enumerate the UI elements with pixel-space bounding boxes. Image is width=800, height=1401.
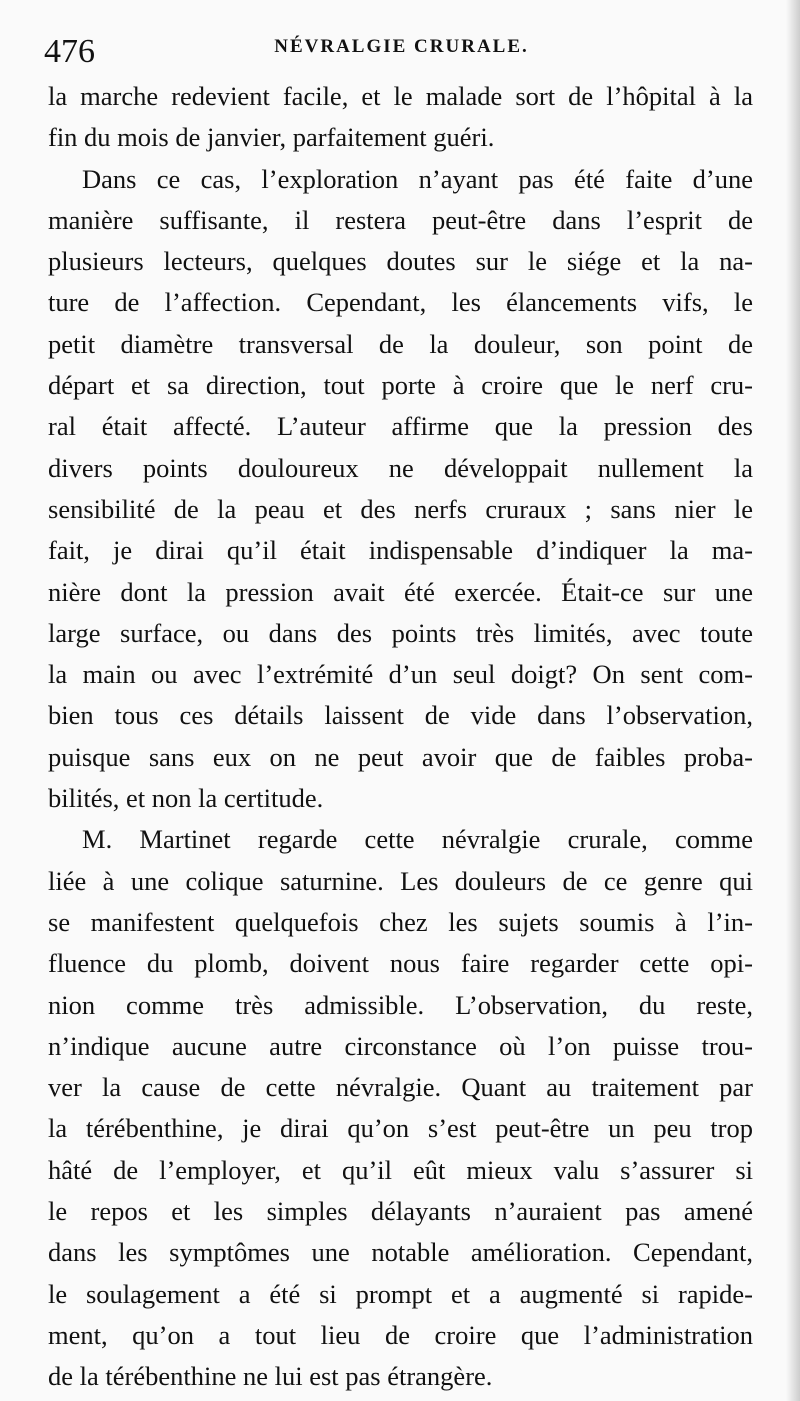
text-line: ral était affecté. L’auteur affirme que la pression des [48, 411, 753, 442]
text-line: sensibilité de la peau et des nerfs cruraux ; sans nier le [48, 493, 753, 524]
text-line: fin du mois de janvier, parfaitement guéri. [48, 122, 495, 153]
text-line: la térébenthine, je dirai qu’on s’est peut-être un peu trop [48, 1113, 753, 1144]
text-line: bilités, et non la certitude. [48, 783, 324, 814]
page-edge-shadow [786, 0, 800, 1401]
text-line: la main ou avec l’extrémité d’un seul doigt? On sent com- [48, 659, 753, 690]
page-number: 476 [44, 33, 95, 70]
text-line: n’indique aucune autre circonstance où l’on puisse trou- [48, 1030, 753, 1061]
text-line: ver la cause de cette névralgie. Quant au traitement par [48, 1072, 753, 1103]
text-line: dans les symptômes une notable amélioration. Cependant, [48, 1237, 753, 1268]
text-line: puisque sans eux on ne peut avoir que de faibles proba- [48, 741, 753, 772]
paragraph [48, 76, 753, 159]
paragraph [48, 819, 753, 1397]
text-line: la marche redevient facile, et le malade sort de l’hôpital à la [48, 81, 753, 111]
body-text [48, 76, 753, 1398]
text-line: départ et sa direction, tout porte à croire que le nerf cru- [48, 370, 753, 401]
text-line: nion comme très admissible. L’observation, du reste, [48, 989, 753, 1020]
text-line: divers points douloureux ne développait nullement la [48, 452, 753, 483]
text-line: fait, je dirai qu’il était indispensable d’indiquer la ma- [48, 535, 753, 566]
text-line: nière dont la pression avait été exercée. Était-ce sur une [48, 576, 753, 607]
text-line: large surface, ou dans des points très limités, avec toute [48, 617, 753, 648]
text-line: bien tous ces détails laissent de vide dans l’observation, [48, 700, 753, 731]
text-line: Dans ce cas, l’exploration n’ayant pas été faite d’une [82, 163, 753, 194]
text-line: manière suffisante, il restera peut-être dans l’esprit de [48, 204, 753, 235]
text-line: ment, qu’on a tout lieu de croire que l’administration [48, 1319, 753, 1350]
text-line: ture de l’affection. Cependant, les élancements vifs, le [48, 287, 753, 318]
running-title: NÉVRALGIE CRURALE. [274, 36, 529, 57]
text-line: le repos et les simples délayants n’auraient pas amené [48, 1196, 753, 1227]
text-line: M. Martinet regarde cette névralgie crurale, comme [82, 824, 753, 855]
paragraph [48, 159, 753, 820]
text-line: petit diamètre transversal de la douleur, son point de [48, 328, 753, 359]
text-line: fluence du plomb, doivent nous faire regarder cette opi- [48, 948, 753, 979]
text-line: de la térébenthine ne lui est pas étrangère. [48, 1361, 493, 1392]
text-line: se manifestent quelquefois chez les sujets soumis à l’in- [48, 906, 753, 937]
text-line: hâté de l’employer, et qu’il eût mieux valu s’assurer si [48, 1154, 753, 1185]
page-header [44, 30, 759, 74]
text-line: liée à une colique saturnine. Les douleurs de ce genre qui [48, 865, 753, 896]
text-line: le soulagement a été si prompt et a augmenté si rapide- [48, 1278, 753, 1309]
text-line: plusieurs lecteurs, quelques doutes sur le siége et la na- [48, 246, 753, 277]
